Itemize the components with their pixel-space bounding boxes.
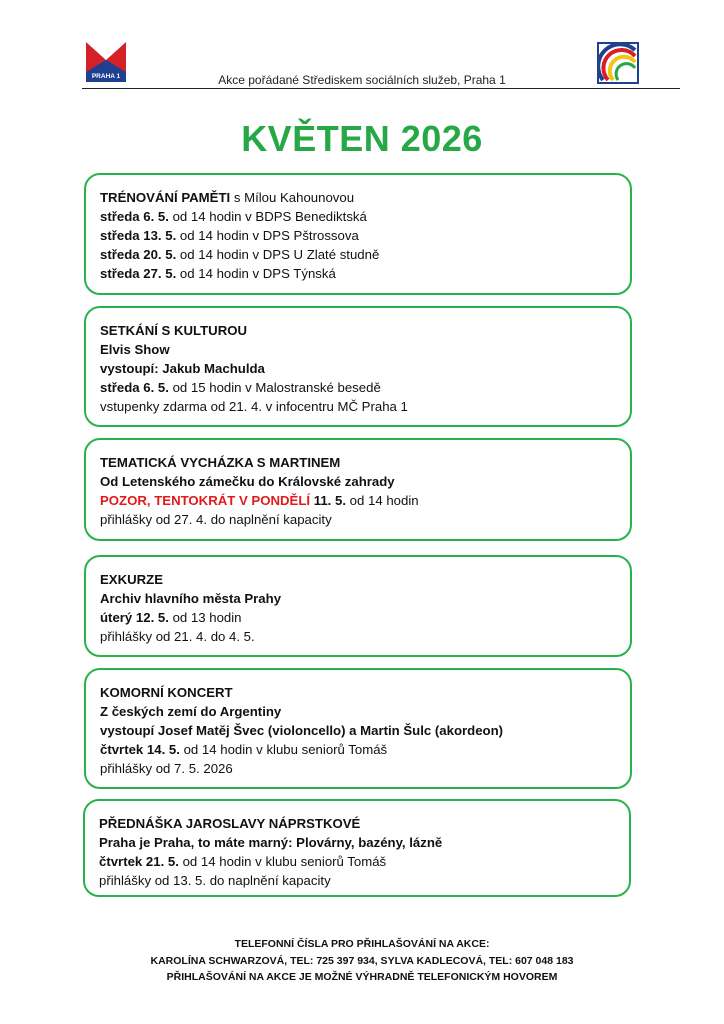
event-day: čtvrtek 21. 5. xyxy=(99,854,179,869)
event-date-line xyxy=(99,852,615,871)
event-date-line xyxy=(100,378,616,397)
event-box-concert xyxy=(84,668,632,789)
event-note: přihlášky od 21. 4. do 4. 5. xyxy=(100,629,255,644)
event-subtitle: Praha je Praha, to máte marný: Plovárny, bazény, lázně xyxy=(99,835,443,850)
event-day: středa 13. 5. xyxy=(100,228,177,243)
event-day: 11. 5. xyxy=(310,493,346,508)
event-heading-line xyxy=(100,188,616,207)
event-detail: od 14 hodin v BDPS Benediktská xyxy=(168,209,367,224)
event-heading: PŘEDNÁŠKA JAROSLAVY NÁPRSTKOVÉ xyxy=(99,816,361,831)
event-box-culture xyxy=(84,306,632,427)
event-detail: od 14 hodin v klubu seniorů Tomáš xyxy=(179,742,388,757)
event-detail: od 13 hodin xyxy=(168,610,242,625)
event-subtitle: Elvis Show xyxy=(100,342,170,357)
event-date-line xyxy=(100,264,616,283)
event-subtitle: Archiv hlavního města Prahy xyxy=(100,591,282,606)
footer-line-1: TELEFONNÍ ČÍSLA PRO PŘIHLAŠOVÁNÍ NA AKCE: xyxy=(234,938,490,950)
event-heading: SETKÁNÍ S KULTUROU xyxy=(100,323,248,338)
event-date-line xyxy=(100,245,616,264)
event-box-excursion xyxy=(84,555,632,657)
event-heading-suffix: s Mílou Kahounovou xyxy=(230,190,355,205)
event-date-line xyxy=(100,207,616,226)
event-warning: POZOR, TENTOKRÁT V PONDĚLÍ xyxy=(100,493,311,508)
page-title: KVĚTEN 2026 xyxy=(241,118,483,159)
event-date-line xyxy=(100,226,616,245)
footer-line-2: KAROLÍNA SCHWARZOVÁ, TEL: 725 397 934, SYLVA KADLECOVÁ, TEL: 607 048 183 xyxy=(150,954,574,967)
event-performer: vystoupí: Jakub Machulda xyxy=(100,361,265,376)
event-heading: TEMATICKÁ VYCHÁZKA S MARTINEM xyxy=(100,455,341,470)
header-divider xyxy=(82,88,680,89)
event-note: přihlášky od 13. 5. do naplnění kapacity xyxy=(99,873,331,888)
event-note: vstupenky zdarma od 21. 4. v infocentru MČ Praha 1 xyxy=(100,399,408,414)
event-performer: vystoupí Josef Matěj Švec (violoncello) a Martin Šulc (akordeon) xyxy=(100,723,504,738)
event-day: středa 27. 5. xyxy=(100,266,177,281)
event-box-lecture xyxy=(83,799,631,897)
event-subtitle: Od Letenského zámečku do Královské zahrady xyxy=(100,474,395,489)
event-heading: EXKURZE xyxy=(100,572,164,587)
footer-contacts xyxy=(0,936,724,986)
event-day: úterý 12. 5. xyxy=(100,610,169,625)
header-caption: Akce pořádané Střediskem sociálních služeb, Praha 1 xyxy=(218,73,506,87)
event-date-line xyxy=(100,491,616,510)
event-detail: od 14 hodin xyxy=(345,493,419,508)
event-heading: KOMORNÍ KONCERT xyxy=(100,685,233,700)
event-subtitle: Z českých zemí do Argentiny xyxy=(100,704,282,719)
event-note: přihlášky od 27. 4. do naplnění kapacity xyxy=(100,512,332,527)
praha1-logo-text: PRAHA 1 xyxy=(91,73,121,80)
event-detail: od 14 hodin v DPS Pštrossova xyxy=(176,228,359,243)
event-day: čtvrtek 14. 5. xyxy=(100,742,180,757)
event-detail: od 14 hodin v DPS U Zlaté studně xyxy=(176,247,380,262)
event-date-line xyxy=(100,740,616,759)
event-day: středa 6. 5. xyxy=(100,380,169,395)
event-box-walk xyxy=(84,438,632,541)
event-detail: od 14 hodin v DPS Týnská xyxy=(176,266,336,281)
footer-line-3: PŘIHLAŠOVÁNÍ NA AKCE JE MOŽNÉ VÝHRADNĚ TELEFONICKÝM HOVOREM xyxy=(166,971,558,983)
event-box-memory-training xyxy=(84,173,632,295)
event-date-line xyxy=(100,608,616,627)
event-heading: TRÉNOVÁNÍ PAMĚTI xyxy=(100,190,231,205)
event-detail: od 14 hodin v klubu seniorů Tomáš xyxy=(178,854,387,869)
event-day: středa 20. 5. xyxy=(100,247,177,262)
event-day: středa 6. 5. xyxy=(100,209,169,224)
event-note: přihlášky od 7. 5. 2026 xyxy=(100,761,233,776)
event-detail: od 15 hodin v Malostranské besedě xyxy=(168,380,381,395)
